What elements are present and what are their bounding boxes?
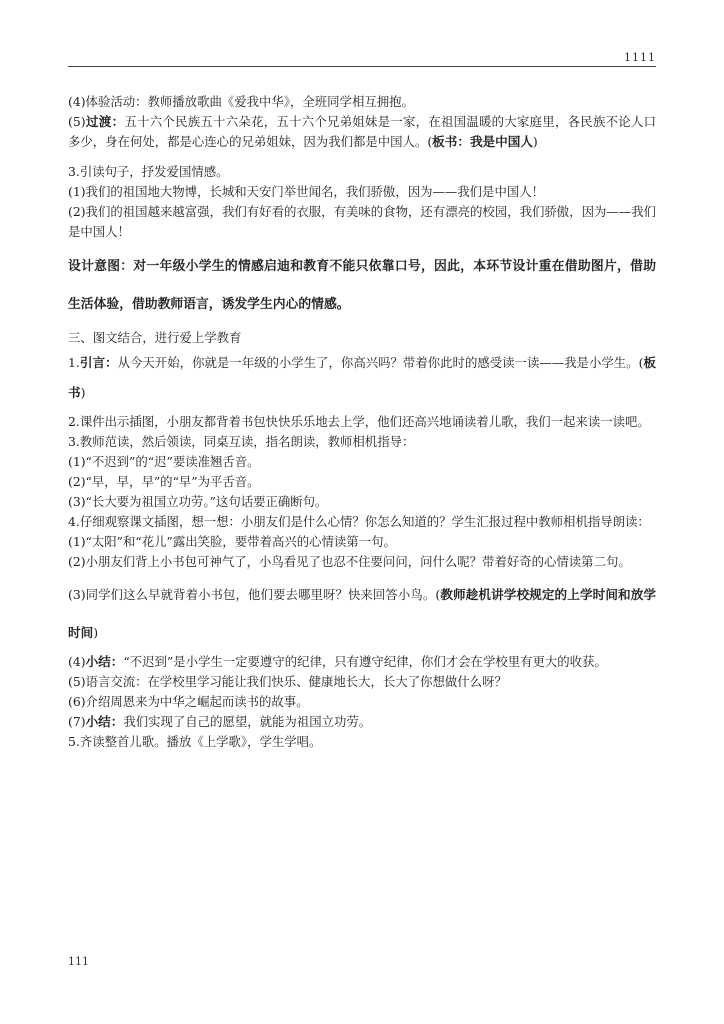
- item-3: 3.教师范读，然后领读，同桌互读，指名朗读，教师相机指导：: [68, 434, 415, 449]
- board-note-chinese-person: 板书：我是中国人: [432, 134, 533, 149]
- item-4-sub-7: (7)小结：我们实现了自己的愿望，就能为祖国立功劳。: [68, 714, 372, 729]
- design-intent: 设计意图：对一年级小学生的情感启迪和教育不能只依靠口号，因此，本环节设计重在借助图片，借助生活体验，借助教师语言，诱发学生内心的情感。: [68, 259, 656, 312]
- transition-label: 过渡：: [85, 114, 125, 129]
- board-note: 板书: [68, 355, 657, 400]
- item-4: 4.仔细观察课文插图，想一想：小朋友们是什么心情？你怎么知道的？学生汇报过程中教师相机指导朗读：: [68, 514, 650, 529]
- header-rule: [68, 66, 656, 67]
- paragraph-experience-activity: (4)体验活动：教师播放歌曲《爱我中华》，全班同学相互拥抱。: [68, 94, 414, 109]
- item-3-1: (1)我们的祖国地大物博，长城和天安门举世闻名，我们骄傲，因为——我们是中国人！: [68, 184, 545, 199]
- item-4-sub-6: (6)介绍周恩来为中华之崛起而读书的故事。: [68, 694, 309, 709]
- item-3-sub-3: (3)“长大要为祖国立功劳。”这句话要正确断句。: [68, 494, 328, 509]
- item-3-sub-1: (1)“不迟到”的“迟”要读准翘舌音。: [68, 454, 260, 469]
- summary-label: 小结：: [85, 654, 124, 669]
- item-3-2: (2)我们的祖国越来越富强，我们有好看的衣服，有美味的食物，还有漂亮的校园，我们骄傲，因为——我们是中国人！: [68, 204, 656, 239]
- item-4-sub-2: (2)小朋友们背上小书包可神气了，小鸟看见了也忍不住要问问，问什么呢？带着好奇的心情读第二句。: [68, 554, 631, 569]
- item-4-sub-1: (1)“太阳”和“花儿”露出笑脸，要带着高兴的心情读第一句。: [68, 534, 396, 549]
- section-3-heading: 3.引读句子，抒发爱国情感。: [68, 164, 229, 179]
- section-three-heading: 三、图文结合，进行爱上学教育: [68, 330, 242, 345]
- item-3-sub-2: (2)“早，早，早”的“早”为平舌音。: [68, 474, 260, 489]
- item-intro: 1.引言：从今天开始，你就是一年级的小学生了，你高兴吗？带着你此时的感受读一读——我是小学生。(板书): [68, 355, 657, 400]
- item-4-sub-5: (5)语言交流：在学校里学习能让我们快乐、健康地长大，长大了你想做什么呀？: [68, 674, 507, 689]
- header-page-number: 1111: [624, 51, 656, 64]
- teacher-note-school-time: 教师趁机讲学校规定的上学时间和放学时间: [68, 587, 657, 640]
- item-5: 5.齐读整首儿歌。播放《上学歌》，学生学唱。: [68, 734, 322, 749]
- item-2: 2.课件出示插图，小朋友都背着书包快快乐乐地去上学，他们还高兴地诵读着儿歌，我们一起来读一读吧。: [68, 414, 650, 429]
- item-4-sub-4: (4)小结：“不迟到”是小学生一定要遵守的纪律，只有遵守纪律，你们才会在学校里有更大的收获。: [68, 654, 607, 669]
- item-4-sub-3: (3)同学们这么早就背着小书包，他们要去哪里呀？快来回答小鸟。(教师趁机讲学校规定的上学时间和放学时间): [68, 587, 657, 640]
- footer-page-number: 111: [68, 955, 89, 968]
- intro-label: 引言：: [79, 355, 118, 370]
- document-body: [68, 92, 656, 752]
- paragraph-transition: (5)过渡：五十六个民族五十六朵花，五十六个兄弟姐妹是一家，在祖国温暖的大家庭里，各民族不论人口多少，身在何处，都是心连心的兄弟姐妹，因为我们都是中国人。(板书：我是中国人): [68, 114, 657, 149]
- summary-label-2: 小结：: [85, 714, 124, 729]
